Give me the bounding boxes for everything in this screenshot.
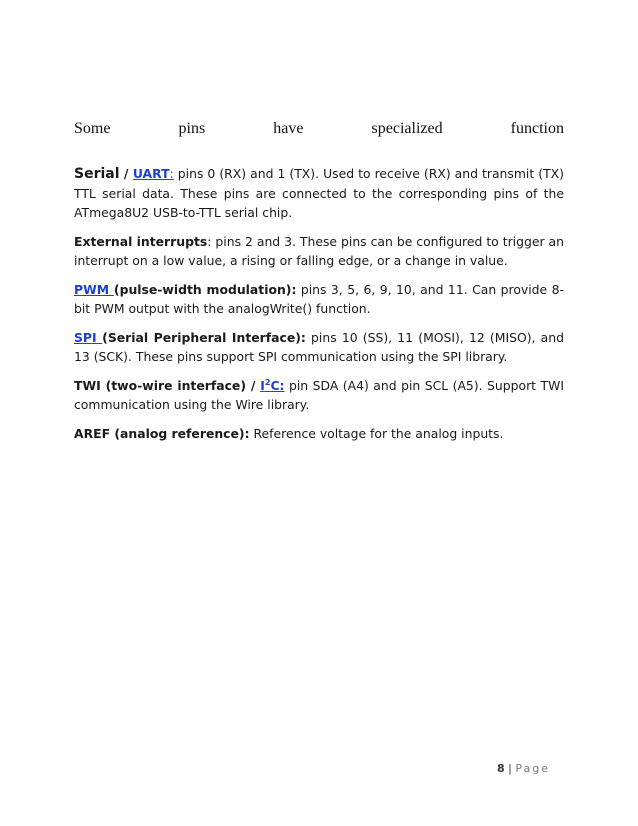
uart-link[interactable]: UART	[132, 166, 170, 181]
spi-link[interactable]: SPI	[74, 330, 103, 345]
page-footer	[480, 762, 550, 775]
serial-description: pins 0 (RX) and 1 (TX). Used to receive (RX) and transmit (TX) TTL serial data. These pins are connected to the corresponding pins of the ATmega8U2 USB-to-TTL serial chip.	[74, 166, 564, 220]
paragraph-pwm	[74, 280, 564, 318]
i2c-letter-i: I	[260, 378, 265, 393]
paragraph-twi	[74, 376, 564, 414]
i2c-superscript: 2	[264, 377, 271, 387]
spi-term: (Serial Peripheral Interface):	[102, 330, 306, 345]
spi-description: pins 10 (SS), 11 (MOSI), 12 (MISO), and 13 (SCK). These pins support SPI communication using the SPI library.	[74, 330, 564, 364]
heading-word: Some	[74, 120, 111, 137]
pwm-link[interactable]: PWM	[74, 282, 114, 297]
aref-description: Reference voltage for the analog inputs.	[249, 426, 504, 441]
paragraph-aref	[74, 424, 564, 443]
heading-word: function	[510, 120, 564, 137]
serial-slash: /	[119, 166, 133, 181]
heading-word: specialized	[371, 120, 443, 137]
twi-description: pin SDA (A4) and pin SCL (A5). Support TWI communication using the Wire library.	[74, 378, 564, 412]
twi-term: TWI (two-wire interface) /	[74, 378, 261, 393]
body-text	[74, 164, 564, 453]
page-number: 8	[496, 762, 505, 775]
pwm-description: pins 3, 5, 6, 9, 10, and 11. Can provide 8-bit PWM output with the analogWrite() function.	[74, 282, 564, 316]
heading-line	[74, 120, 564, 138]
paragraph-spi	[74, 328, 564, 366]
interrupts-term: External interrupts	[74, 234, 208, 249]
i2c-link[interactable]	[260, 378, 284, 393]
page-label: Page	[515, 762, 550, 775]
interrupts-description: : pins 2 and 3. These pins can be configured to trigger an interrupt on a low value, a rising or falling edge, or a change in value.	[74, 234, 564, 268]
heading-word: pins	[178, 120, 206, 137]
page-separator: |	[508, 762, 512, 775]
paragraph-serial	[74, 164, 564, 222]
paragraph-interrupts	[74, 232, 564, 270]
heading-word: have	[273, 120, 304, 137]
pwm-term: (pulse-width modulation):	[113, 282, 297, 297]
serial-colon: :	[169, 166, 174, 181]
i2c-letter-c: C:	[270, 378, 285, 393]
serial-term: Serial	[74, 166, 120, 182]
aref-term: AREF (analog reference):	[74, 426, 250, 441]
